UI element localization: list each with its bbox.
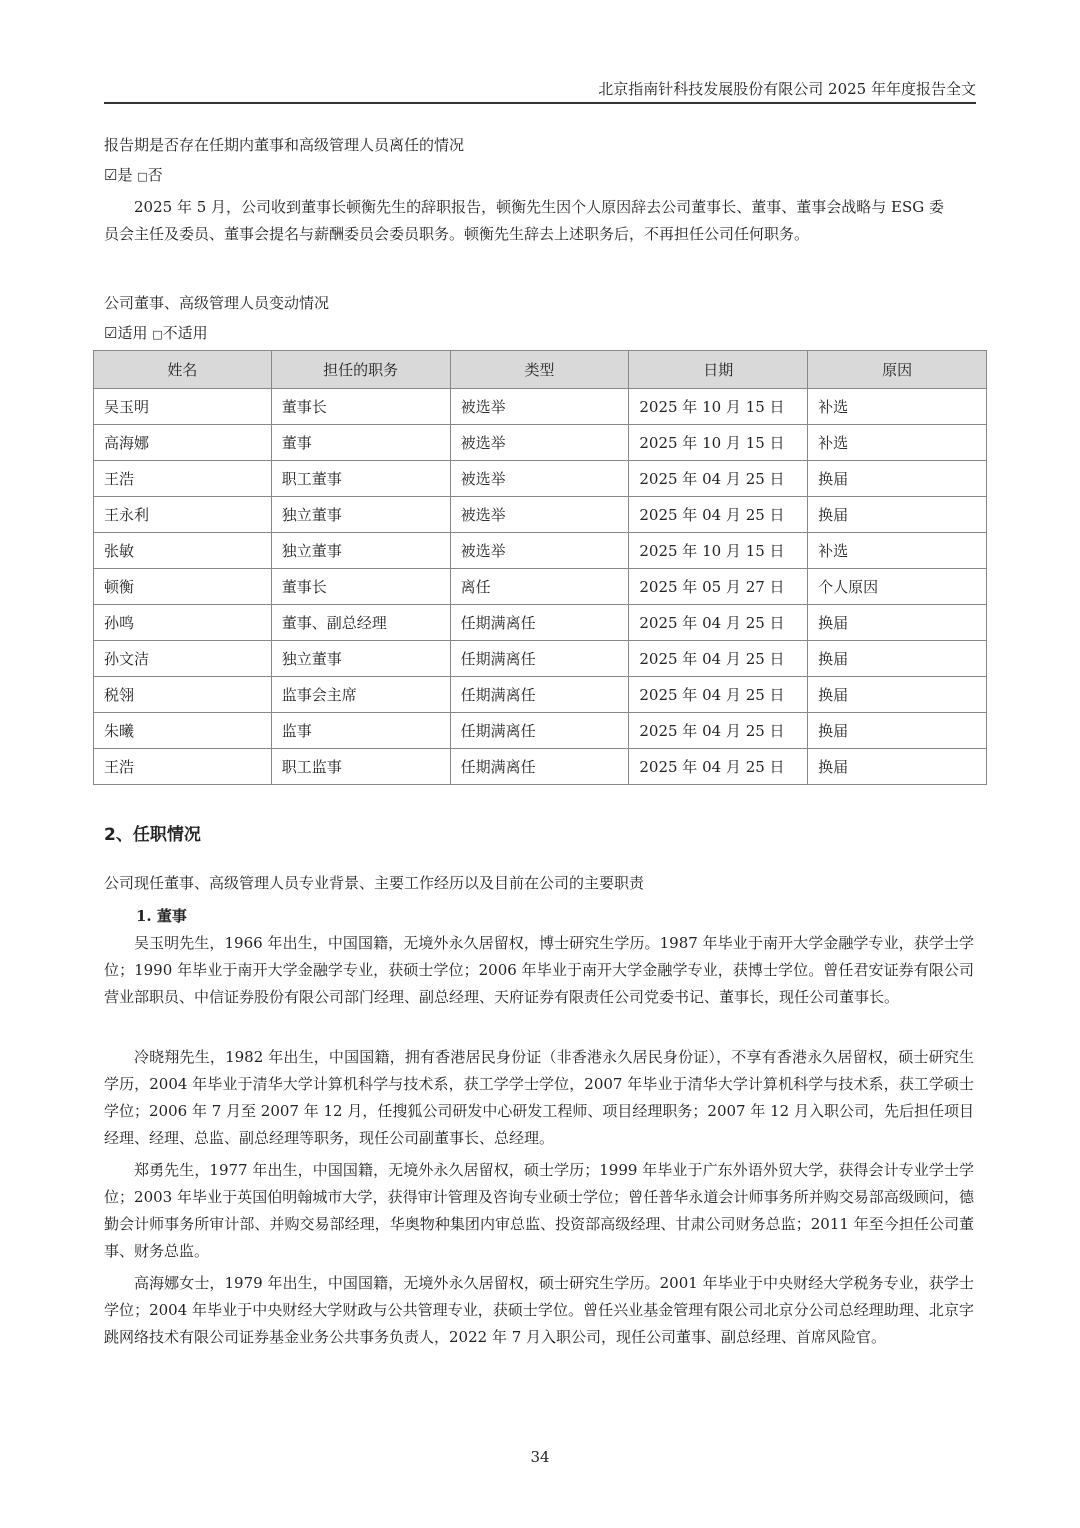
table-row bbox=[94, 533, 987, 569]
resignation-options bbox=[104, 164, 163, 185]
table-cell: 换届 bbox=[808, 461, 987, 497]
table-cell: 任期满离任 bbox=[450, 605, 629, 641]
table-cell: 任期满离任 bbox=[450, 749, 629, 785]
bio-gao-haina: 高海娜女士，1979 年出生，中国国籍，无境外永久居留权，硕士研究生学历。2001 年毕业于中央财经大学税务专业，获学士学位；2004 年毕业于中央财经大学财政与公共管理专业，获硕士学位。曾任兴业基金管理有限公司北京分公司总经理助理、北京字跳网络技术有限公司证券基金业务公共事务负责人，2022 年 7 月入职公司，现任公司董事、副总经理、首席风险官。 bbox=[104, 1274, 974, 1346]
table-cell: 换届 bbox=[808, 749, 987, 785]
table-cell: 换届 bbox=[808, 677, 987, 713]
table-cell: 被选举 bbox=[450, 533, 629, 569]
table-cell: 被选举 bbox=[450, 461, 629, 497]
table-cell: 2025 年 04 月 25 日 bbox=[629, 641, 808, 677]
table-row bbox=[94, 569, 987, 605]
table-cell: 监事会主席 bbox=[271, 677, 450, 713]
table-cell: 补选 bbox=[808, 425, 987, 461]
column-header: 姓名 bbox=[94, 351, 272, 389]
checked-checkbox-icon: ☑ bbox=[104, 166, 118, 184]
unchecked-checkbox-icon: □ bbox=[137, 170, 148, 183]
table-cell: 独立董事 bbox=[271, 641, 450, 677]
table-cell: 补选 bbox=[808, 389, 987, 425]
table-cell: 王永利 bbox=[94, 497, 272, 533]
table-cell: 朱曦 bbox=[94, 713, 272, 749]
changes-options bbox=[104, 322, 208, 343]
table-cell: 董事长 bbox=[271, 569, 450, 605]
table-cell: 2025 年 04 月 25 日 bbox=[629, 497, 808, 533]
table-cell: 2025 年 04 月 25 日 bbox=[629, 461, 808, 497]
table-cell: 职工董事 bbox=[271, 461, 450, 497]
table-cell: 补选 bbox=[808, 533, 987, 569]
table-cell: 独立董事 bbox=[271, 497, 450, 533]
table-row bbox=[94, 497, 987, 533]
table-cell: 孙鸣 bbox=[94, 605, 272, 641]
bio-wu-yuming: 吴玉明先生，1966 年出生，中国国籍，无境外永久居留权，博士研究生学历。1987 年毕业于南开大学金融学专业，获学士学位；1990 年毕业于南开大学金融学专业，获硕士学位；2006 年毕业于南开大学金融学专业，获博士学位。曾任君安证券有限公司营业部职员、中信证券股份有限公司部门经理、副总经理、天府证券有限责任公司党委书记、董事长，现任公司董事长。 bbox=[104, 934, 974, 1006]
table-cell: 换届 bbox=[808, 713, 987, 749]
column-header: 原因 bbox=[808, 351, 987, 389]
changes-title: 公司董事、高级管理人员变动情况 bbox=[104, 294, 330, 312]
table-cell: 2025 年 10 月 15 日 bbox=[629, 533, 808, 569]
header-title: 北京指南针科技发展股份有限公司 2025 年年度报告全文 bbox=[598, 80, 976, 98]
table-cell: 任期满离任 bbox=[450, 677, 629, 713]
unchecked-checkbox-icon: □ bbox=[152, 328, 163, 341]
table-cell: 被选举 bbox=[450, 425, 629, 461]
page-number: 34 bbox=[530, 1448, 550, 1466]
column-header: 日期 bbox=[629, 351, 808, 389]
table-cell: 监事 bbox=[271, 713, 450, 749]
table-row bbox=[94, 677, 987, 713]
bio-zheng-yong: 郑勇先生，1977 年出生，中国国籍，无境外永久居留权，硕士学历；1999 年毕业于广东外语外贸大学，获得会计专业学士学位；2003 年毕业于英国伯明翰城市大学，获得审计管理及咨询专业硕士学位；曾任普华永道会计师事务所并购交易部高级顾问，德勤会计师事务所审计部、并购交易部经理，华奥物种集团内审总监、投资部高级经理、甘肃公司财务总监；2011 年至今担任公司董事、财务总监。 bbox=[104, 1161, 974, 1260]
table-cell: 2025 年 10 月 15 日 bbox=[629, 389, 808, 425]
column-header: 类型 bbox=[450, 351, 629, 389]
option-yes: 是 bbox=[117, 166, 133, 184]
table-row bbox=[94, 605, 987, 641]
option-no: 否 bbox=[147, 166, 163, 184]
table-row bbox=[94, 389, 987, 425]
table-row bbox=[94, 461, 987, 497]
table-cell: 被选举 bbox=[450, 497, 629, 533]
table-row bbox=[94, 425, 987, 461]
resignation-paragraph: 2025 年 5 月，公司收到董事长顿衡先生的辞职报告，顿衡先生因个人原因辞去公司董事长、董事、董事会战略与 ESG 委员会主任及委员、董事会提名与薪酬委员会委员职务。顿衡先生辞去上述职务后，不再担任公司任何职务。 bbox=[104, 198, 944, 243]
table-cell: 换届 bbox=[808, 641, 987, 677]
option-applicable: 适用 bbox=[117, 324, 148, 342]
table-cell: 王浩 bbox=[94, 749, 272, 785]
changes-table bbox=[93, 350, 987, 785]
section-heading: 2、任职情况 bbox=[104, 825, 201, 845]
column-header: 担任的职务 bbox=[271, 351, 450, 389]
table-cell: 税翎 bbox=[94, 677, 272, 713]
table-cell: 离任 bbox=[450, 569, 629, 605]
table-cell: 孙文洁 bbox=[94, 641, 272, 677]
table-row bbox=[94, 713, 987, 749]
table-cell: 张敏 bbox=[94, 533, 272, 569]
table-cell: 王浩 bbox=[94, 461, 272, 497]
table-cell: 独立董事 bbox=[271, 533, 450, 569]
table-row bbox=[94, 749, 987, 785]
checked-checkbox-icon: ☑ bbox=[104, 324, 118, 342]
table-cell: 顿衡 bbox=[94, 569, 272, 605]
table-cell: 2025 年 10 月 15 日 bbox=[629, 425, 808, 461]
resignation-question: 报告期是否存在任期内董事和高级管理人员离任的情况 bbox=[104, 136, 465, 154]
table-cell: 2025 年 04 月 25 日 bbox=[629, 605, 808, 641]
page-header bbox=[104, 76, 976, 104]
table-cell: 董事、副总经理 bbox=[271, 605, 450, 641]
table-cell: 职工监事 bbox=[271, 749, 450, 785]
table-cell: 董事 bbox=[271, 425, 450, 461]
table-cell: 被选举 bbox=[450, 389, 629, 425]
table-cell: 换届 bbox=[808, 497, 987, 533]
table-cell: 2025 年 04 月 25 日 bbox=[629, 713, 808, 749]
table-cell: 2025 年 04 月 25 日 bbox=[629, 749, 808, 785]
table-body bbox=[94, 389, 987, 785]
section-intro: 公司现任董事、高级管理人员专业背景、主要工作经历以及目前在公司的主要职责 bbox=[104, 874, 645, 892]
table-cell: 换届 bbox=[808, 605, 987, 641]
table-header-row bbox=[94, 351, 987, 389]
bio-leng-xiaoxiang: 冷晓翔先生，1982 年出生，中国国籍，拥有香港居民身份证（非香港永久居民身份证），不享有香港永久居留权，硕士研究生学历，2004 年毕业于清华大学计算机科学与技术系，获工学学士学位，2007 年毕业于清华大学计算机科学与技术系，获工学硕士学位；2006 年 7 月至 2007 年 12 月，任搜狐公司研发中心研发工程师、项目经理职务；2007 年 12 月入职公司，先后担任项目经理、经理、总监、副总经理等职务，现任公司副董事长、总经理。 bbox=[104, 1048, 974, 1147]
option-not-applicable: 不适用 bbox=[162, 324, 208, 342]
table-cell: 吴玉明 bbox=[94, 389, 272, 425]
table-cell: 任期满离任 bbox=[450, 713, 629, 749]
table-cell: 2025 年 05 月 27 日 bbox=[629, 569, 808, 605]
table-row bbox=[94, 641, 987, 677]
table-cell: 高海娜 bbox=[94, 425, 272, 461]
table-cell: 2025 年 04 月 25 日 bbox=[629, 677, 808, 713]
table-cell: 任期满离任 bbox=[450, 641, 629, 677]
table-cell: 个人原因 bbox=[808, 569, 987, 605]
sub-heading: 1. 董事 bbox=[136, 907, 187, 925]
table-cell: 董事长 bbox=[271, 389, 450, 425]
